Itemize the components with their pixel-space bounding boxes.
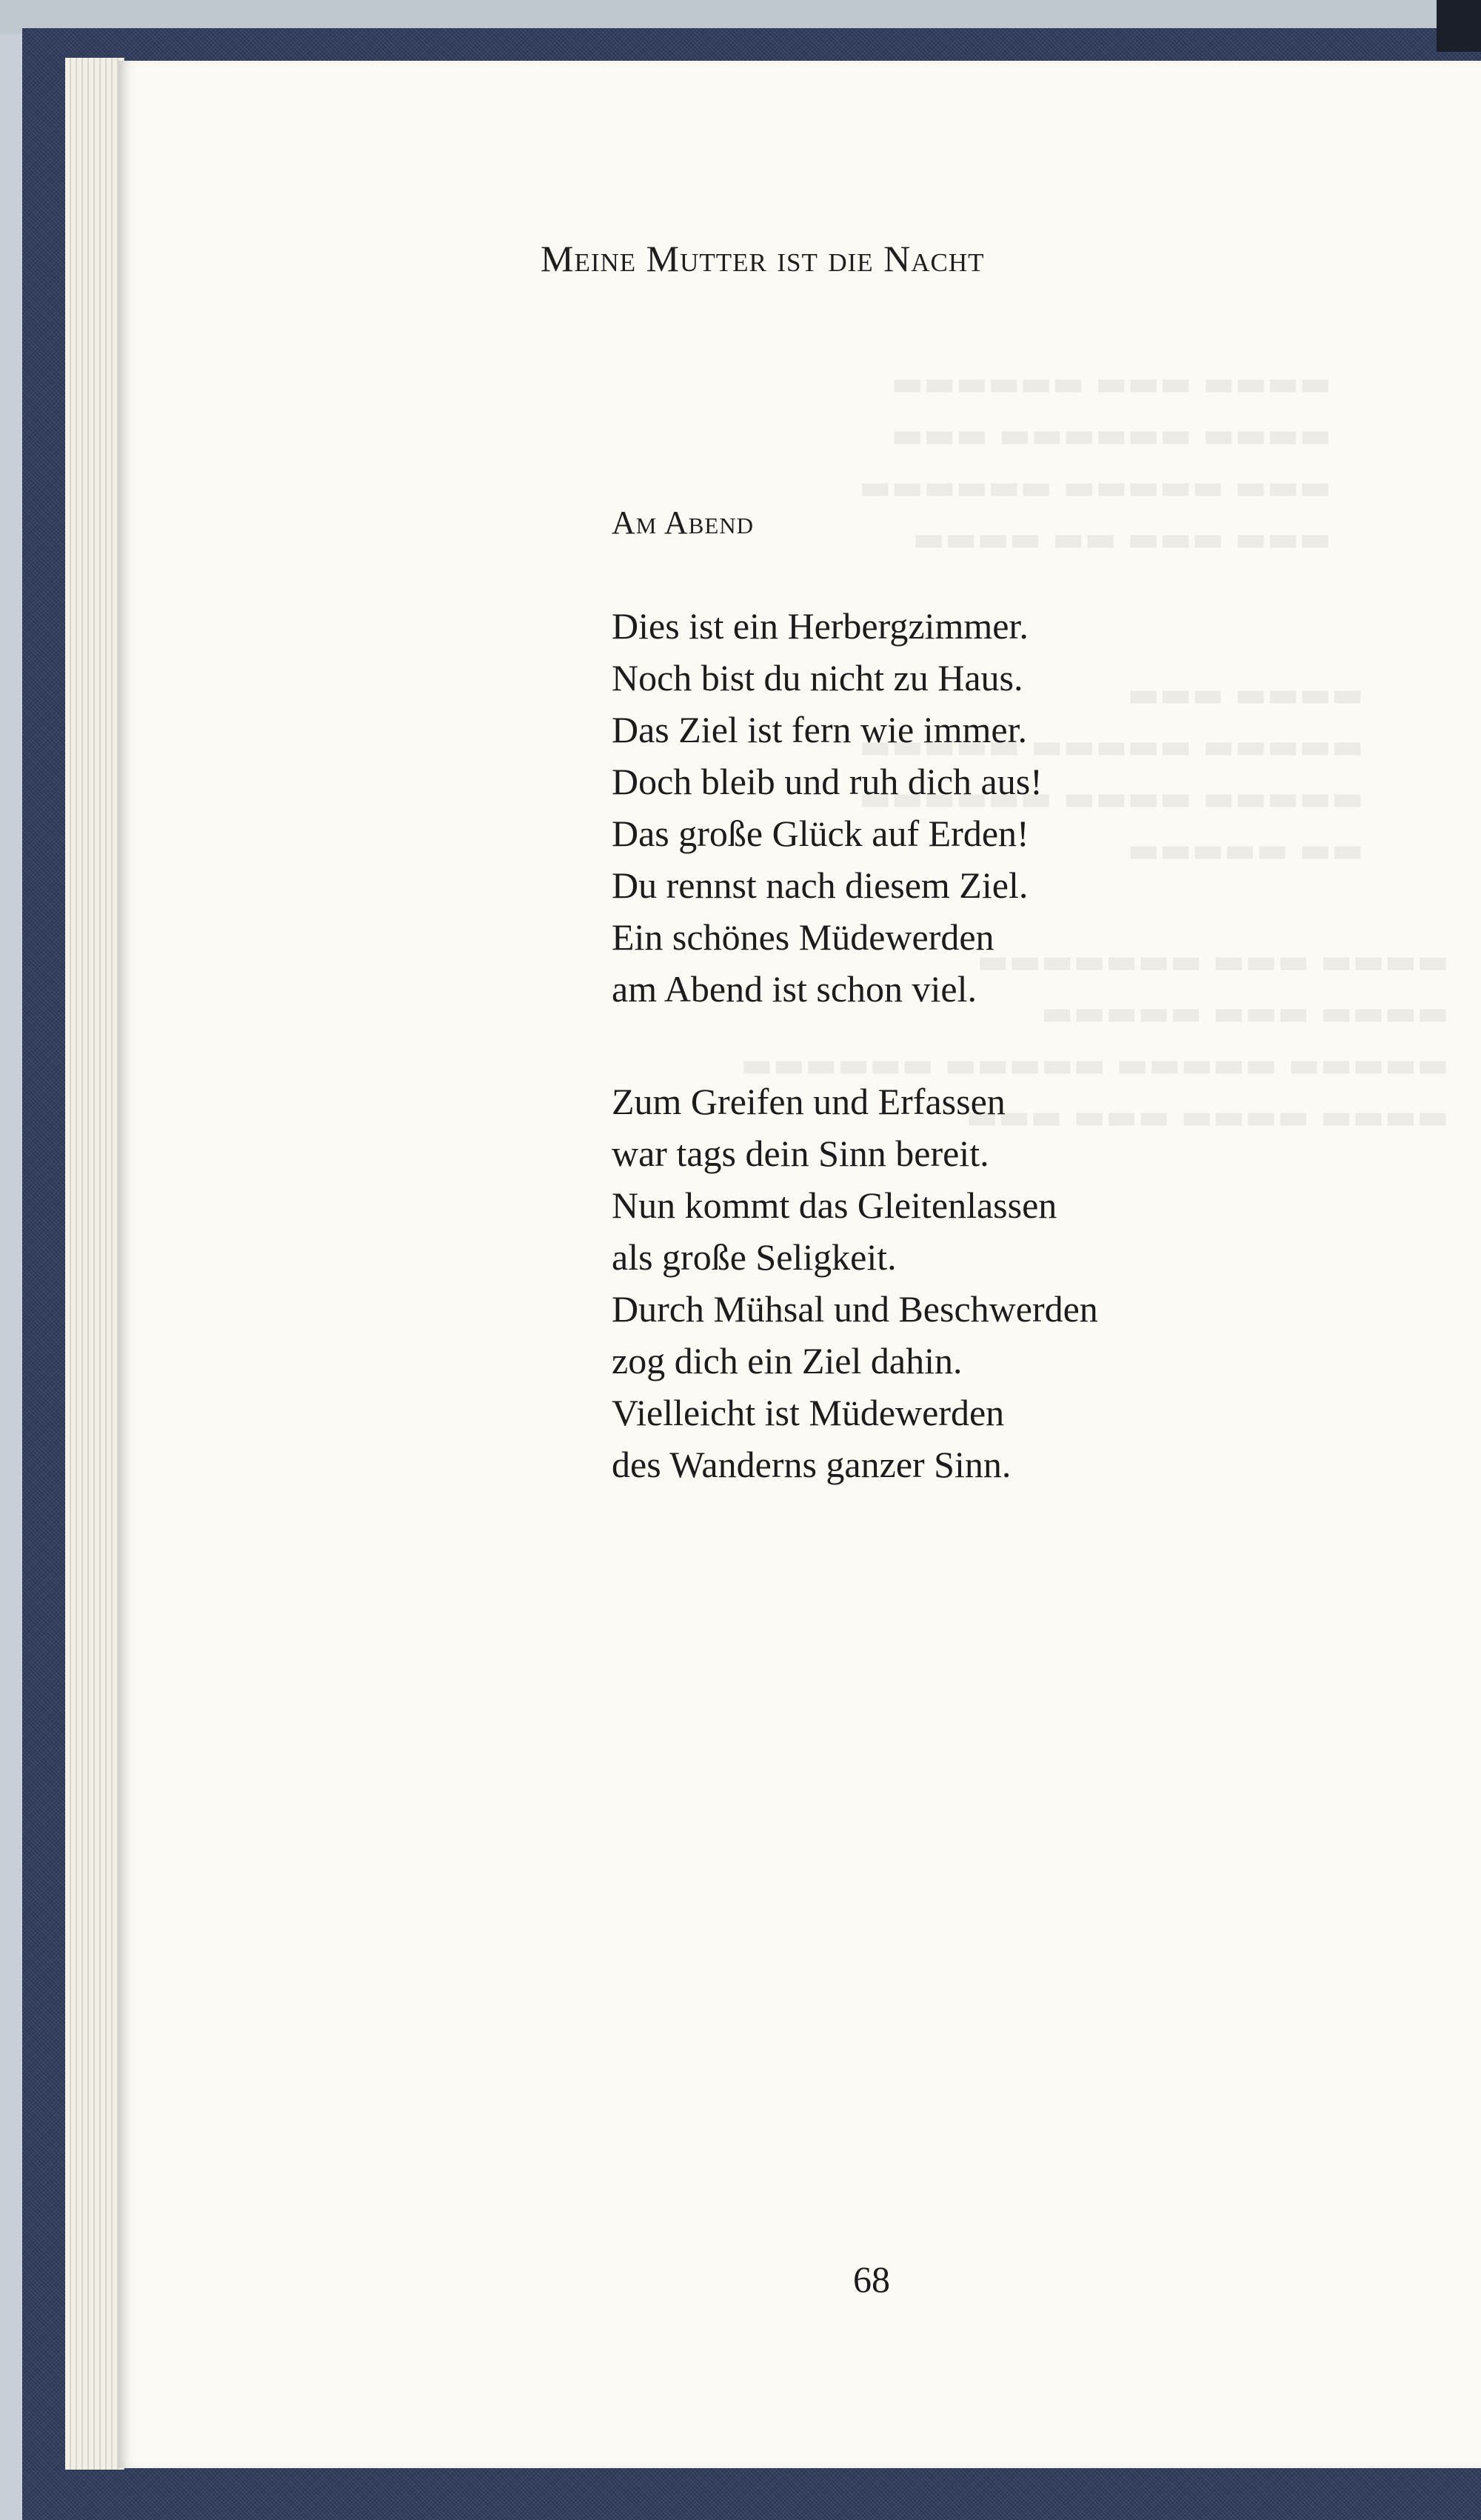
poem-line: Dies ist ein Herbergzimmer. — [612, 605, 1029, 647]
poem-line: Doch bleib und ruh dich aus! — [612, 761, 1043, 802]
poem-line: Zum Greifen und Erfassen — [612, 1081, 1006, 1122]
poem-line: Nun kommt das Gleitenlassen — [612, 1184, 1057, 1226]
bleed-through-texture: ▬▬▬▬ ▬▬▬ ▬▬▬▬▬ ▬▬▬▬▬ ▬▬▬▬▬ ▬▬▬▬▬ ▬▬▬▬ ▬▬▬▬▬▬ ▬▬ ▬▬▬▬▬ — [859, 674, 1364, 870]
bleed-through-texture: ▬▬▬▬ ▬▬▬ ▬▬▬▬▬▬▬ ▬▬▬▬ ▬▬▬ ▬▬▬▬▬ ▬▬▬▬▬ ▬▬▬▬▬ ▬▬▬▬▬ ▬▬▬▬▬▬ ▬▬▬▬ ▬▬▬▬ ▬▬▬ ▬▬▬ — [740, 941, 1449, 1136]
poem-line: Durch Mühsal und Beschwerden — [612, 1288, 1098, 1330]
poem-line: als große Seligkeit. — [612, 1236, 897, 1278]
bleed-through-texture: ▬▬▬▬ ▬▬▬ ▬▬▬▬▬▬ ▬▬▬▬ ▬▬▬▬▬▬ ▬▬▬ ▬▬▬ ▬▬▬▬▬ ▬▬▬▬▬▬ ▬▬▬ ▬▬▬ ▬▬ ▬▬▬▬ — [859, 363, 1331, 559]
poem-line: zog dich ein Ziel dahin. — [612, 1340, 963, 1381]
running-head: Meine Mutter ist die Nacht — [541, 238, 985, 279]
page-number: 68 — [853, 2259, 890, 2300]
poem-title: Am Abend — [612, 504, 755, 541]
poem-line: Das große Glück auf Erden! — [612, 813, 1029, 854]
poem-line: Ein schönes Müdewerden — [612, 916, 994, 958]
poem-line: Noch bist du nicht zu Haus. — [612, 657, 1023, 699]
poem-line: am Abend ist schon viel. — [612, 968, 977, 1010]
stanza-2 — [612, 1076, 1098, 1490]
poem-line: Du rennst nach diesem Ziel. — [612, 864, 1029, 906]
poem-line: Das Ziel ist fern wie immer. — [612, 709, 1027, 750]
poem-line: war tags dein Sinn bereit. — [612, 1133, 989, 1174]
stanza-1 — [612, 600, 1043, 1015]
cover-corner — [1437, 0, 1481, 52]
page-edges — [65, 58, 124, 2470]
poem-line: des Wanderns ganzer Sinn. — [612, 1444, 1012, 1485]
poem-line: Vielleicht ist Müdewerden — [612, 1392, 1005, 1433]
